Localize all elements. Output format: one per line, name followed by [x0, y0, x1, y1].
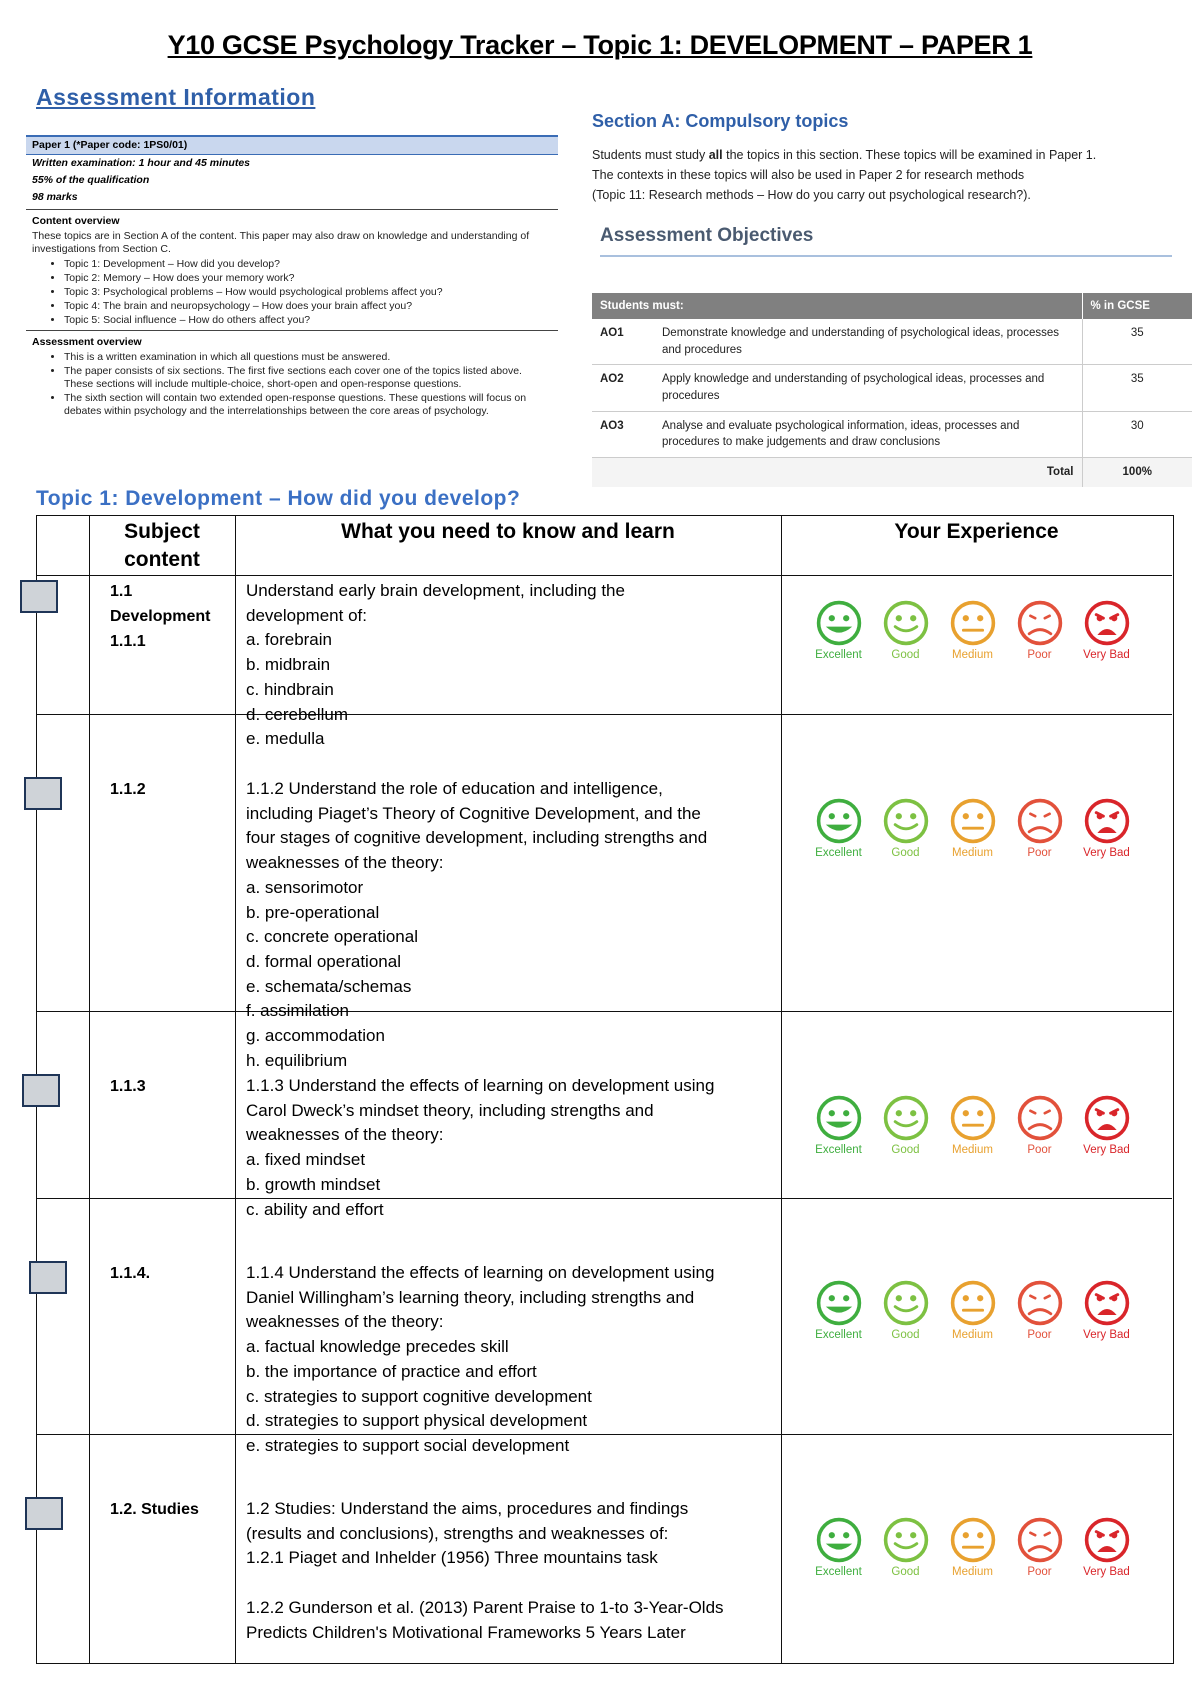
progress-checkbox[interactable]: [22, 1074, 60, 1107]
ao-code: AO3: [592, 411, 654, 457]
smile-face-icon: [872, 1094, 939, 1142]
subject-code: 1.1.3: [110, 1078, 146, 1095]
rating-poor-option[interactable]: [1006, 1094, 1073, 1156]
subject-code: Development: [110, 608, 211, 625]
progress-checkbox[interactable]: [20, 580, 58, 613]
section-a-line-3: (Topic 11: Research methods – How do you carry out psychological research?).: [592, 188, 1031, 202]
smile-face-icon: [872, 599, 939, 647]
rating-label: Good: [891, 649, 920, 661]
rating-poor-option[interactable]: [1006, 599, 1073, 661]
percent-header: % in GCSE: [1082, 293, 1192, 319]
learning-point: a. fixed mindset: [246, 1150, 366, 1170]
learning-point: b. the importance of practice and effort: [246, 1361, 537, 1381]
rating-label: Good: [891, 1144, 920, 1156]
rating-excellent-option[interactable]: [805, 1516, 872, 1578]
total-marks: 98 marks: [32, 191, 78, 204]
rating-medium-option[interactable]: [939, 599, 1006, 661]
rating-label: Very Bad: [1083, 1329, 1130, 1341]
neutral-face-icon: [939, 1516, 1006, 1564]
experience-rating-group: [805, 1279, 1145, 1341]
learning-point: [246, 1571, 771, 1596]
section-a-text-bold: all: [708, 148, 723, 162]
learning-point: four stages of cognitive development, including strengths and: [246, 828, 708, 848]
experience-rating-group: [805, 1516, 1145, 1578]
ao-description: Demonstrate knowledge and understanding of psychological ideas, processes and procedures: [654, 319, 1082, 365]
big-smile-face-icon: [805, 599, 872, 647]
rating-good-option[interactable]: [872, 599, 939, 661]
rating-medium-option[interactable]: [939, 1279, 1006, 1341]
assessment-objectives-table: [592, 293, 1192, 487]
very-sad-face-icon: [1073, 1279, 1140, 1327]
rating-label: Good: [891, 847, 920, 859]
ao-row: [592, 365, 1192, 411]
assessment-objectives-heading: Assessment Objectives: [600, 225, 1172, 257]
divider: [26, 209, 558, 210]
learning-content-cell: [236, 773, 781, 1077]
rating-label: Medium: [952, 649, 993, 661]
learning-point: a. sensorimotor: [246, 877, 364, 897]
rating-very-bad-option[interactable]: [1073, 1094, 1140, 1156]
big-smile-face-icon: [805, 1279, 872, 1327]
rating-label: Poor: [1027, 1329, 1052, 1341]
rating-label: Excellent: [815, 649, 862, 661]
progress-checkbox[interactable]: [24, 777, 62, 810]
big-smile-face-icon: [805, 1516, 872, 1564]
rating-label: Very Bad: [1083, 1566, 1130, 1578]
experience-header: Your Experience: [781, 516, 1172, 576]
rating-label: Poor: [1027, 847, 1052, 859]
experience-rating-group: [805, 1094, 1145, 1156]
rating-label: Poor: [1027, 1566, 1052, 1578]
learning-point: a. factual knowledge precedes skill: [246, 1337, 509, 1357]
rating-poor-option[interactable]: [1006, 797, 1073, 859]
learning-point: weaknesses of the theory:: [246, 1125, 444, 1145]
learning-point: 1.1.4 Understand the effects of learning on development using: [246, 1263, 715, 1282]
learning-point: b. midbrain: [246, 655, 331, 675]
learning-point: 1.2 Studies: Understand the aims, procedures and findings: [246, 1499, 689, 1518]
learning-point: b. growth mindset: [246, 1174, 381, 1194]
content-overview-text: These topics are in Section A of the content. This paper may also draw on knowledge and understanding of investigations from Section C.: [32, 229, 530, 255]
rating-medium-option[interactable]: [939, 1516, 1006, 1578]
rating-label: Very Bad: [1083, 1144, 1130, 1156]
subject-code: 1.1.2: [110, 781, 146, 798]
subject-code: 1.1: [110, 583, 133, 600]
rating-label: Medium: [952, 1329, 993, 1341]
ao-percent: 35: [1082, 319, 1192, 365]
learning-content-cell: [236, 1493, 781, 1649]
neutral-face-icon: [939, 797, 1006, 845]
rating-label: Medium: [952, 847, 993, 859]
rating-good-option[interactable]: [872, 1094, 939, 1156]
topic-list-item: • Topic 2: Memory – How does your memory work?: [64, 272, 552, 285]
divider: [26, 330, 558, 331]
topic-list-item: • Topic 1: Development – How did you develop?: [64, 258, 552, 271]
specification-summary: [26, 135, 558, 420]
rating-label: Excellent: [815, 847, 862, 859]
learning-point: (results and conclusions), strengths and weaknesses of:: [246, 1523, 669, 1543]
learning-point: weaknesses of the theory:: [246, 1312, 444, 1332]
rating-poor-option[interactable]: [1006, 1516, 1073, 1578]
learning-point: Daniel Willingham’s learning theory, including strengths and: [246, 1287, 695, 1307]
rating-label: Poor: [1027, 1144, 1052, 1156]
section-a-line-2: The contexts in these topics will also be used in Paper 2 for research methods: [592, 168, 1025, 182]
learning-point: Carol Dweck’s mindset theory, including strengths and: [246, 1100, 654, 1120]
overview-list: [32, 351, 552, 419]
learning-point: c. ability and effort: [246, 1199, 384, 1219]
smile-face-icon: [872, 1516, 939, 1564]
rating-label: Medium: [952, 1144, 993, 1156]
sad-face-icon: [1006, 1279, 1073, 1327]
learning-point: a. forebrain: [246, 630, 332, 650]
rating-medium-option[interactable]: [939, 1094, 1006, 1156]
learning-point: f. assimilation: [246, 1001, 349, 1021]
learning-point: c. concrete operational: [246, 927, 418, 947]
rating-excellent-option[interactable]: [805, 1094, 872, 1156]
learning-point: 1.2.1 Piaget and Inhelder (1956) Three mountains task: [246, 1548, 658, 1568]
rating-very-bad-option[interactable]: [1073, 1279, 1140, 1341]
subject-content-cell: [100, 773, 235, 806]
subject-code: 1.1.1: [110, 633, 146, 650]
overview-point: • The paper consists of six sections. The first five sections each cover one of the topics listed above. These sections will include multiple-choice, short-open and open-response questions.: [64, 365, 552, 391]
rating-poor-option[interactable]: [1006, 1279, 1073, 1341]
learning-point: e. medulla: [246, 729, 325, 749]
neutral-face-icon: [939, 1279, 1006, 1327]
rating-label: Very Bad: [1083, 847, 1130, 859]
big-smile-face-icon: [805, 797, 872, 845]
learning-content-cell: [236, 575, 781, 756]
learning-point: d. formal operational: [246, 951, 401, 971]
ao-percent: 35: [1082, 365, 1192, 411]
section-a-text-start: Students must study: [592, 148, 709, 162]
learning-point: development of:: [246, 605, 367, 625]
learning-point: Understand early brain development, including the: [246, 581, 625, 600]
rating-very-bad-option[interactable]: [1073, 797, 1140, 859]
subject-content-cell: [100, 1070, 235, 1103]
ao-total-row: [592, 458, 1192, 487]
rating-excellent-option[interactable]: [805, 1279, 872, 1341]
learning-point: 1.2.2 Gunderson et al. (2013) Parent Praise to 1-to 3-Year-Olds: [246, 1597, 724, 1617]
rating-label: Good: [891, 1566, 920, 1578]
experience-rating-group: [805, 599, 1145, 661]
learning-point: g. accommodation: [246, 1026, 385, 1046]
overview-point: • This is a written examination in which all questions must be answered.: [64, 351, 552, 364]
very-sad-face-icon: [1073, 1094, 1140, 1142]
very-sad-face-icon: [1073, 599, 1140, 647]
rating-medium-option[interactable]: [939, 797, 1006, 859]
ao-header-row: [592, 293, 1192, 319]
learning-point: Predicts Children's Motivational Frameworks 5 Years Later: [246, 1622, 686, 1642]
rating-label: Very Bad: [1083, 649, 1130, 661]
sad-face-icon: [1006, 599, 1073, 647]
rating-label: Excellent: [815, 1329, 862, 1341]
rating-very-bad-option[interactable]: [1073, 1516, 1140, 1578]
column-divider: [781, 516, 782, 1663]
column-divider: [89, 516, 90, 1663]
topic-list-item: • Topic 3: Psychological problems – How would psychological problems affect you?: [64, 286, 552, 299]
neutral-face-icon: [939, 599, 1006, 647]
content-overview-heading: Content overview: [32, 214, 120, 227]
sad-face-icon: [1006, 1516, 1073, 1564]
learning-content-cell: [236, 1257, 781, 1463]
checkbox-column-header: [37, 516, 89, 576]
rating-excellent-option[interactable]: [805, 599, 872, 661]
subject-content-cell: [100, 1493, 235, 1526]
rating-label: Good: [891, 1329, 920, 1341]
section-a-text: [592, 145, 1192, 205]
topic-list: [32, 258, 552, 328]
learn-header: What you need to know and learn: [235, 516, 781, 576]
sad-face-icon: [1006, 1094, 1073, 1142]
smile-face-icon: [872, 797, 939, 845]
assessment-overview-heading: Assessment overview: [32, 335, 142, 348]
learning-point: c. strategies to support cognitive development: [246, 1386, 592, 1406]
learning-point: d. cerebellum: [246, 704, 349, 724]
rating-good-option[interactable]: [872, 1279, 939, 1341]
exam-duration: Written examination: 1 hour and 45 minutes: [32, 157, 251, 170]
total-value: 100%: [1082, 458, 1192, 487]
rating-excellent-option[interactable]: [805, 797, 872, 859]
topic-heading: Topic 1: Development – How did you develop?: [36, 487, 521, 510]
learning-point: c. hindbrain: [246, 679, 334, 699]
experience-rating-group: [805, 797, 1145, 859]
rating-label: Poor: [1027, 649, 1052, 661]
topic-list-item: • Topic 5: Social influence – How do others affect you?: [64, 314, 552, 327]
smile-face-icon: [872, 1279, 939, 1327]
ao-row: [592, 411, 1192, 457]
very-sad-face-icon: [1073, 797, 1140, 845]
section-a-heading: Section A: Compulsory topics: [592, 111, 849, 131]
assessment-information-heading: Assessment Information: [36, 84, 316, 110]
overview-point: • The sixth section will contain two extended open-response questions. These questions will focus on debates within psychology and the interrelationships between the core areas of psychology.: [64, 392, 552, 418]
rating-good-option[interactable]: [872, 1516, 939, 1578]
learning-point: e. strategies to support social development: [246, 1435, 570, 1455]
ao-description: Apply knowledge and understanding of psychological ideas, processes and procedures: [654, 365, 1082, 411]
qualification-weight: 55% of the qualification: [32, 174, 150, 187]
learning-content-cell: [236, 1070, 781, 1226]
learning-point: b. pre-operational: [246, 902, 380, 922]
subject-content-cell: [100, 1257, 235, 1290]
subject-content-header: Subject content: [89, 516, 235, 576]
subject-content-cell: [100, 575, 235, 658]
rating-very-bad-option[interactable]: [1073, 599, 1140, 661]
rating-label: Medium: [952, 1566, 993, 1578]
learning-point: d. strategies to support physical development: [246, 1411, 588, 1431]
topic-list-item: • Topic 4: The brain and neuropsychology – How does your brain affect you?: [64, 300, 552, 313]
learning-point: e. schemata/schemas: [246, 976, 412, 996]
ao-description: Analyse and evaluate psychological information, ideas, processes and procedures to make judgements and draw conclusions: [654, 411, 1082, 457]
learning-point: weaknesses of the theory:: [246, 853, 444, 873]
sad-face-icon: [1006, 797, 1073, 845]
ao-code: AO2: [592, 365, 654, 411]
ao-percent: 30: [1082, 411, 1192, 457]
learning-point: 1.1.2 Understand the role of education and intelligence,: [246, 779, 663, 798]
very-sad-face-icon: [1073, 1516, 1140, 1564]
learning-point: 1.1.3 Understand the effects of learning on development using: [246, 1076, 715, 1095]
paper-code: Paper 1 (*Paper code: 1PS0/01): [26, 135, 558, 155]
neutral-face-icon: [939, 1094, 1006, 1142]
big-smile-face-icon: [805, 1094, 872, 1142]
learning-point: including Piaget’s Theory of Cognitive Development, and the: [246, 803, 701, 823]
ao-code: AO1: [592, 319, 654, 365]
rating-label: Excellent: [815, 1566, 862, 1578]
total-label: Total: [592, 458, 1082, 487]
rating-label: Excellent: [815, 1144, 862, 1156]
section-a-text-end: the topics in this section. These topics will be examined in Paper 1.: [722, 148, 1097, 162]
progress-checkbox[interactable]: [29, 1261, 67, 1294]
subject-code: 1.2. Studies: [110, 1501, 199, 1518]
students-must-header: Students must:: [592, 293, 1082, 319]
progress-checkbox[interactable]: [25, 1497, 63, 1530]
rating-good-option[interactable]: [872, 797, 939, 859]
ao-row: [592, 319, 1192, 365]
learning-point: h. equilibrium: [246, 1050, 348, 1070]
page-title: Y10 GCSE Psychology Tracker – Topic 1: DEVELOPMENT – PAPER 1: [167, 30, 1033, 60]
subject-code: 1.1.4.: [110, 1265, 151, 1282]
